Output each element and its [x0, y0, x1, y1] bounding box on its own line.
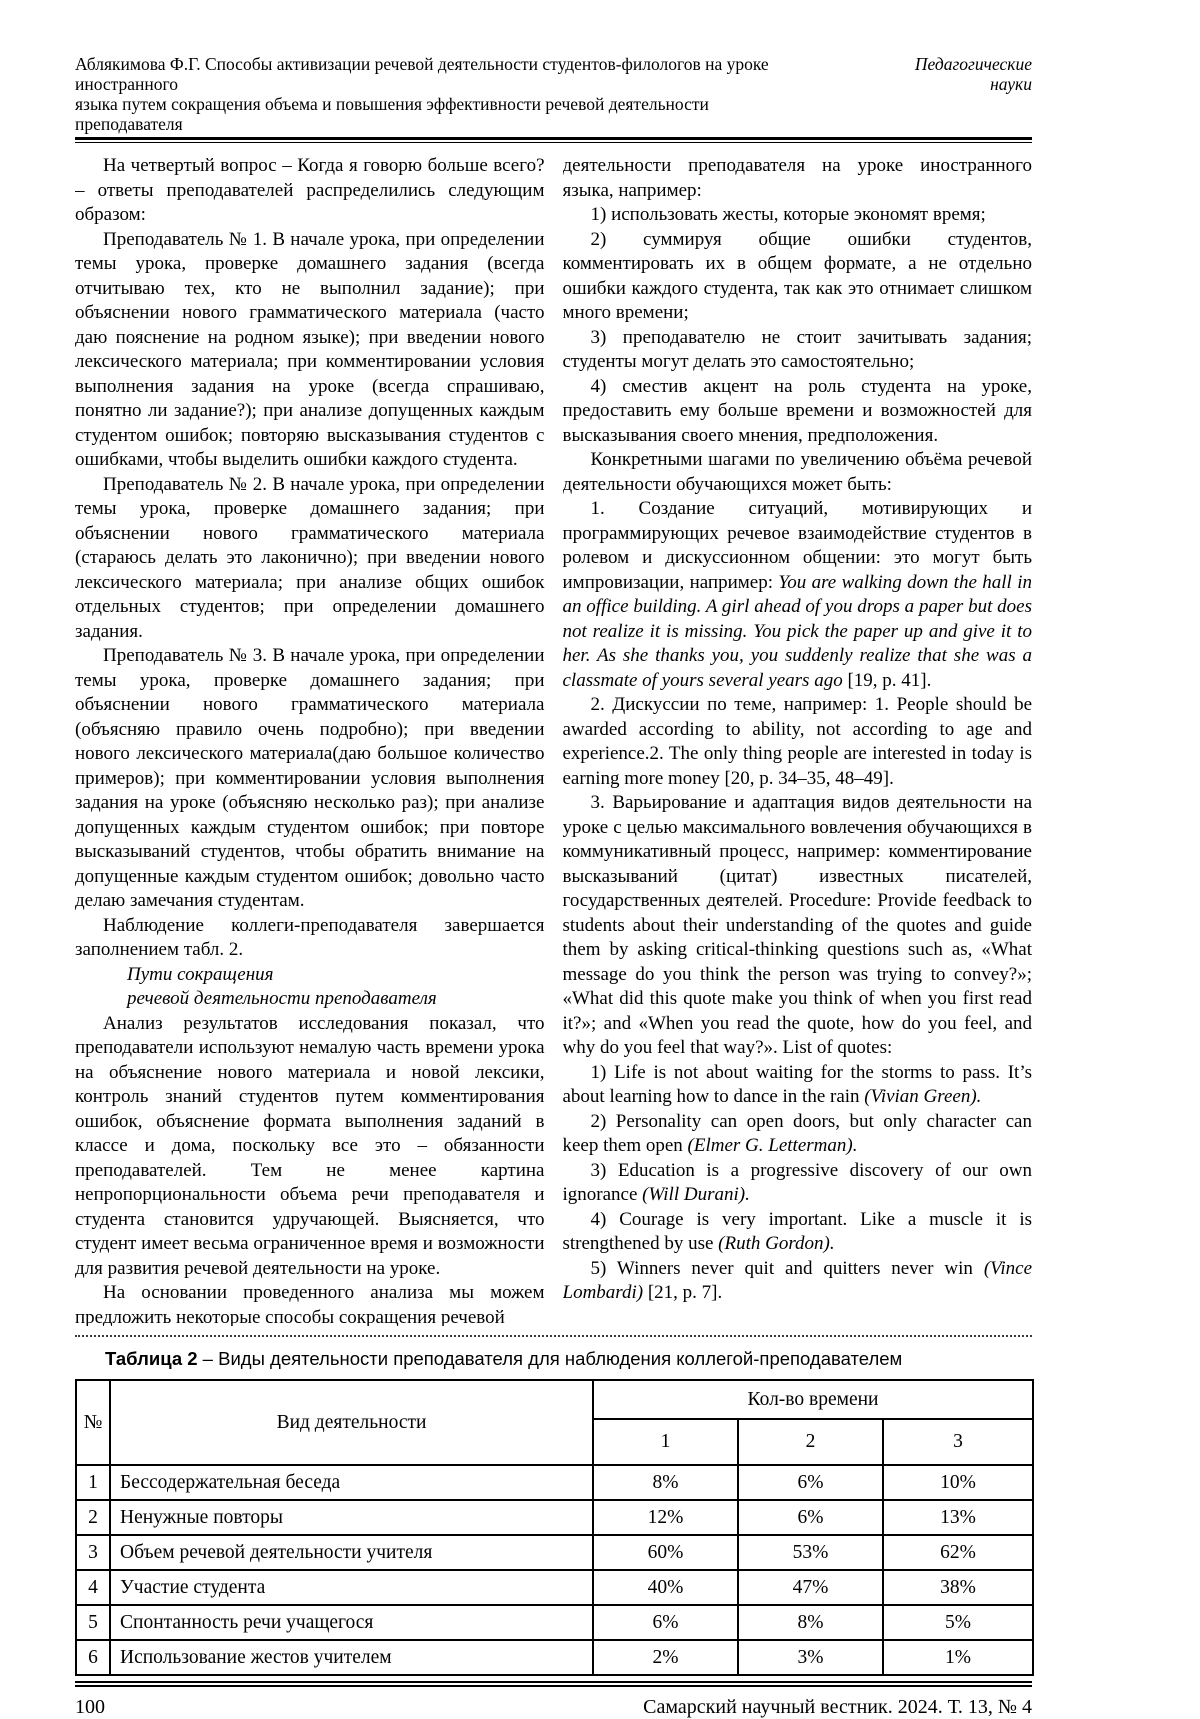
time-value-cell: 8% — [593, 1465, 738, 1500]
text-run: На основании проведенного анализа мы можем предложить некоторые способы сокращения речевой — [75, 1282, 545, 1326]
row-number-cell: 3 — [76, 1535, 110, 1570]
time-value-cell: 2% — [593, 1640, 738, 1675]
text-run: 1) использовать жесты, которые экономят время; — [590, 204, 986, 225]
text-run: Конкретными шагами по увеличению объёма речевой деятельности обучающихся может быть: — [562, 449, 1032, 495]
row-number-cell: 4 — [76, 1570, 110, 1605]
table-row — [76, 1500, 1033, 1535]
text-run: 2) Personality can open doors, but only character can keep them open — [562, 1110, 1032, 1156]
subheading — [127, 963, 545, 1012]
time-value-cell: 8% — [738, 1605, 883, 1640]
text-run: [19, p. 41]. — [842, 669, 932, 691]
text-run: Преподаватель № 1. В начале урока, при определении темы урока, проверке домашнего задания (всегда отчитываю тех, кто не выполнил задание); при объяснении нового грамматического материала (часто даю пояснение на родном языке); при введении нового лексического материала; при комментировании условия выполнения задания на уроке (всегда спрашиваю, понятно ли задание?); при анализе допущенных каждым студентом ошибок; повторяю высказывания студентов с ошибками, чтобы выделить ошибки каждого студента. — [75, 228, 545, 470]
paragraph — [75, 154, 545, 228]
italic-text-run: (Ruth Gordon). — [718, 1233, 835, 1254]
col-header-time-3: 3 — [883, 1419, 1033, 1465]
article-body — [75, 154, 1032, 1326]
paragraph — [563, 375, 1033, 449]
running-head-title-line1: Аблякимова Ф.Г. Способы активизации речевой деятельности студентов-филологов на уроке иностранного — [75, 54, 769, 94]
time-value-cell: 60% — [593, 1535, 738, 1570]
column-left — [75, 154, 545, 1326]
activity-cell: Участие студента — [110, 1570, 593, 1605]
paragraph — [75, 1012, 545, 1282]
text-run: [21, p. 7]. — [643, 1282, 723, 1303]
activity-cell: Объем речевой деятельности учителя — [110, 1535, 593, 1570]
paragraph — [75, 1281, 545, 1326]
paragraph — [563, 693, 1033, 791]
text-run: 2. Дискуссии по теме, например: 1. People should be awarded according to ability, not according to age and experience.2. The only thing people are interested in today is earning more money [20, p. 34–35, 48–49]. — [562, 694, 1032, 789]
text-run: Преподаватель № 3. В начале урока, при определении темы урока, проверке домашнего задания; при объяснении нового грамматического материала (объясняю правило очень подробно); при введении нового лексического материала(даю большое количество примеров); при комментировании условия выполнения задания на уроке (объясняю несколько раз); при анализе допущенных каждым студентом ошибок; при повторе высказываний студентов, чтобы обратить внимание на допущенные каждым студентом ошибок; довольно часто делаю замечания студентам. — [75, 645, 545, 911]
row-number-cell: 2 — [76, 1500, 110, 1535]
table-row — [76, 1535, 1033, 1570]
time-value-cell: 38% — [883, 1570, 1033, 1605]
table-row — [76, 1570, 1033, 1605]
activities-table — [75, 1379, 1034, 1676]
paragraph — [563, 326, 1033, 375]
italic-text-run: You are walking down the hall in an office building. A girl ahead of you drops a paper but does not realize it is missing. You pick the paper up and give it to her. As she thanks you, you suddenly realize that she was a classmate of yours several years ago — [562, 571, 1032, 691]
page-footer — [75, 1695, 1032, 1719]
row-number-cell: 5 — [76, 1605, 110, 1640]
time-value-cell: 6% — [738, 1500, 883, 1535]
text-run: 2) суммируя общие ошибки студентов, комментировать их в общем формате, а не отдельно ошибки каждого студента, так как это отнимает слишком много времени; — [562, 228, 1032, 323]
paragraph — [563, 497, 1033, 693]
col-header-time-1: 1 — [593, 1419, 738, 1465]
time-value-cell: 3% — [738, 1640, 883, 1675]
text-run: деятельности преподавателя на уроке иностранного языка, например: — [562, 155, 1032, 201]
italic-text-run: (Elmer G. Letterman). — [687, 1135, 858, 1156]
running-head-title-line2: языка путем сокращения объема и повышения эффективности речевой деятельности преподавателя — [75, 94, 709, 134]
header-rule — [75, 137, 1032, 143]
text-run: Пути сокращения — [127, 963, 274, 985]
paragraph — [563, 1208, 1033, 1257]
row-number-cell: 1 — [76, 1465, 110, 1500]
time-value-cell: 47% — [738, 1570, 883, 1605]
activities-table-header — [76, 1380, 1033, 1465]
activities-table-body — [76, 1465, 1033, 1675]
table-caption — [75, 1348, 1032, 1370]
time-value-cell: 40% — [593, 1570, 738, 1605]
text-run: 4) сместив акцент на роль студента на уроке, предоставить ему больше времени и возможностей для высказывания своего мнения, предположения. — [562, 375, 1032, 446]
time-value-cell: 10% — [883, 1465, 1033, 1500]
row-number-cell: 6 — [76, 1640, 110, 1675]
text-run: 1) Life is not about waiting for the storms to pass. It’s about learning how to dance in the rain — [562, 1061, 1032, 1107]
col-header-number: № — [76, 1380, 110, 1465]
paragraph — [563, 1257, 1033, 1306]
text-run: речевой деятельности преподавателя — [127, 988, 437, 1009]
time-value-cell: 5% — [883, 1605, 1033, 1640]
text-run: 1. Создание ситуаций, мотивирующих и программирующих речевое взаимодействие студентов в ролевом и дискуссионном общении: это могут быть импровизации, например: — [562, 498, 1032, 593]
journal-reference: Самарский научный вестник. 2024. Т. 13, № 4 — [643, 1696, 1032, 1718]
text-run: 4) Courage is very important. Like a muscle it is strengthened by use — [562, 1208, 1032, 1254]
running-head — [75, 54, 1032, 134]
column-right — [563, 154, 1033, 1326]
paragraph — [563, 1110, 1033, 1159]
activity-cell: Спонтанность речи учащегося — [110, 1605, 593, 1640]
col-header-activity: Вид деятельности — [110, 1380, 593, 1465]
italic-text-run: (Vince Lombardi) — [562, 1257, 1032, 1303]
paragraph — [75, 228, 545, 473]
col-header-time-group: Кол-во времени — [593, 1380, 1033, 1419]
paragraph — [563, 1061, 1033, 1110]
footer-rule — [75, 1681, 1032, 1687]
page — [75, 0, 1032, 1719]
running-head-section-line2: науки — [990, 74, 1032, 94]
paragraph — [563, 203, 1033, 228]
table-row — [76, 1465, 1033, 1500]
running-head-section — [817, 54, 1032, 94]
activity-cell: Бессодержательная беседа — [110, 1465, 593, 1500]
text-run: Преподаватель № 2. В начале урока, при определении темы урока, проверке домашнего задания; при объяснении нового грамматического материала (стараюсь делать это лаконично); при введении нового лексического материала; при анализе общих ошибок отдельных студентов; при определении домашнего задания. — [75, 473, 545, 642]
italic-text-run: (Will Durani). — [642, 1184, 750, 1205]
table-separator-rule — [75, 1335, 1032, 1337]
time-value-cell: 53% — [738, 1535, 883, 1570]
time-value-cell: 6% — [738, 1465, 883, 1500]
paragraph — [75, 644, 545, 914]
activity-cell: Использование жестов учителем — [110, 1640, 593, 1675]
table-caption-text: – Виды деятельности преподавателя для наблюдения коллегой-преподавателем — [197, 1348, 903, 1369]
activity-cell: Ненужные повторы — [110, 1500, 593, 1535]
text-run: Анализ результатов исследования показал, что преподаватели используют немалую часть времени урока на объяснение нового материала и новой лексики, контроль знаний студентов путем комментирования ошибок, объяснение формата выполнения заданий в классе и дома, поскольку все это – обязанности преподавателей. Тем не менее картина непропорциональности объема речи преподавателя и студента становится удручающей. Выясняется, что студент имеет весьма ограниченное время и возможности для развития речевой деятельности на уроке. — [75, 1012, 545, 1279]
paragraph — [563, 1159, 1033, 1208]
time-value-cell: 6% — [593, 1605, 738, 1640]
running-head-title — [75, 54, 817, 134]
paragraph — [563, 448, 1033, 497]
text-run: 3) Education is a progressive discovery of our own ignorance — [562, 1159, 1032, 1205]
paragraph — [563, 228, 1033, 326]
running-head-section-line1: Педагогические — [914, 54, 1032, 74]
table-row — [76, 1640, 1033, 1675]
table-row — [76, 1605, 1033, 1640]
paragraph — [563, 154, 1033, 203]
text-run: 3. Варьирование и адаптация видов деятельности на уроке с целью максимального вовлечения обучающихся в коммуникативный процесс, например: комментирование высказываний (цитат) известных писателей, государственных деятелей. Procedure: Provide feedback to students about their understanding of the quotes and guide them by asking critical-thinking questions such as, «What message do you think the person was trying to convey?»; «What did this quote make you think of when you first read it?»; and «When you read the quote, how do you feel, and why do you feel that way?». List of quotes: — [562, 792, 1032, 1058]
text-run: Наблюдение коллеги-преподавателя завершается заполнением табл. 2. — [75, 914, 545, 960]
time-value-cell: 12% — [593, 1500, 738, 1535]
italic-text-run: (Vivian Green). — [864, 1086, 982, 1107]
paragraph — [75, 914, 545, 963]
paragraph — [563, 791, 1033, 1061]
table-caption-label: Таблица 2 — [105, 1348, 198, 1369]
paragraph — [75, 473, 545, 645]
text-run: 3) преподавателю не стоит зачитывать задания; студенты могут делать это самостоятельно; — [562, 326, 1032, 372]
col-header-time-2: 2 — [738, 1419, 883, 1465]
page-number: 100 — [75, 1696, 105, 1718]
time-value-cell: 13% — [883, 1500, 1033, 1535]
time-value-cell: 62% — [883, 1535, 1033, 1570]
text-run: 5) Winners never quit and quitters never win — [590, 1257, 984, 1279]
text-run: На четвертый вопрос – Когда я говорю больше всего? – ответы преподавателей распределились следующим образом: — [75, 155, 545, 225]
time-value-cell: 1% — [883, 1640, 1033, 1675]
